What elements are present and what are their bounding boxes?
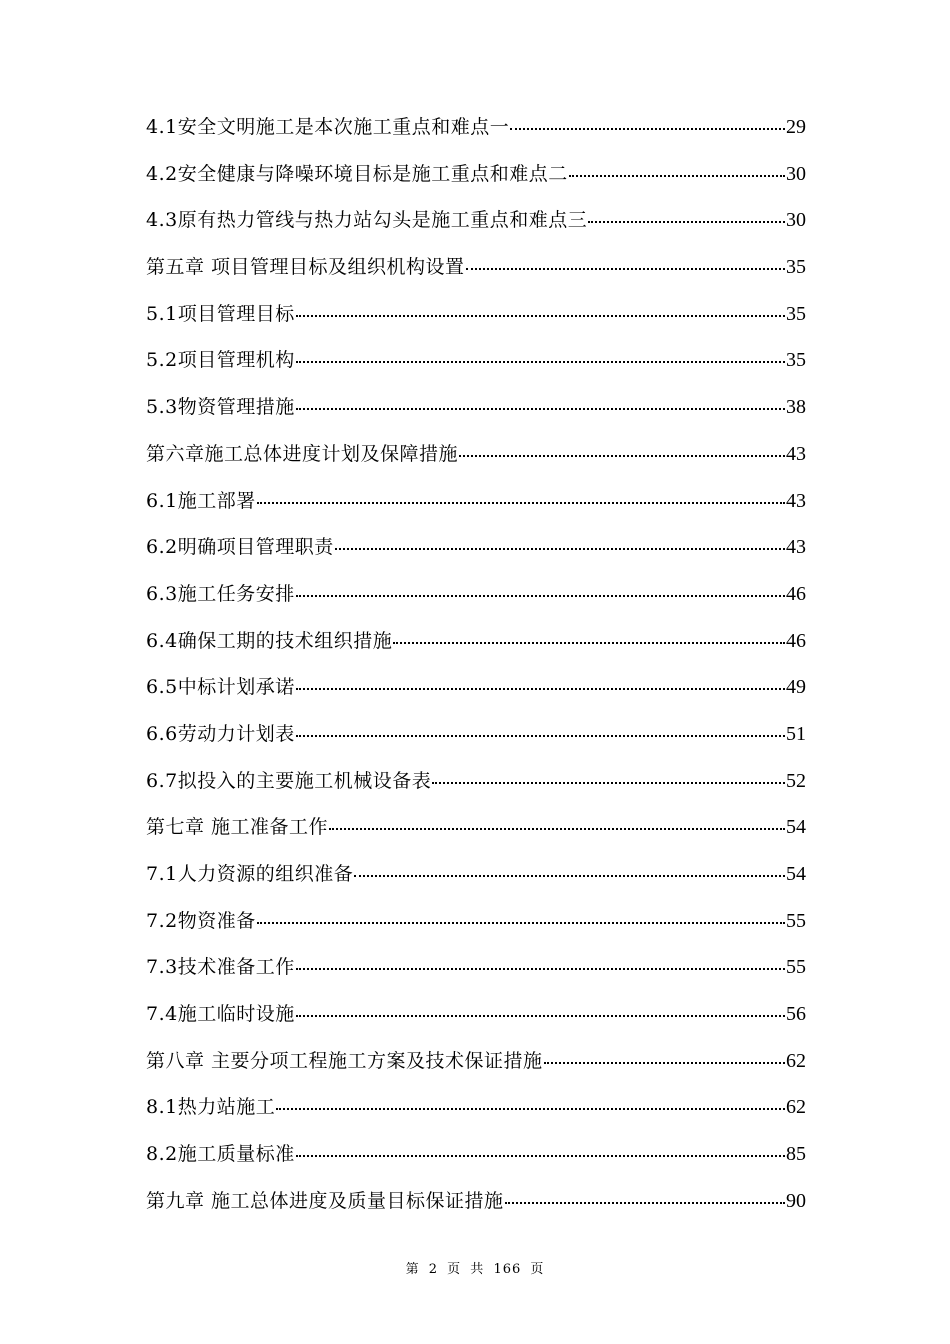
toc-entry-page-number: 43 [786, 442, 806, 465]
toc-entry-title: 6.4确保工期的技术组织措施 [146, 629, 393, 652]
toc-entry-page-number: 30 [786, 209, 806, 232]
toc-entry-title: 第七章 施工准备工作 [146, 816, 329, 839]
toc-entry-page-number: 55 [786, 956, 806, 979]
toc-entry-title: 8.1热力站施工 [146, 1096, 276, 1119]
toc-entry[interactable] [146, 104, 806, 151]
toc-entry-title: 6.3施工任务安排 [146, 582, 295, 605]
toc-dot-leader [296, 361, 785, 363]
toc-dot-leader [257, 502, 785, 504]
footer-current-page: 2 [428, 1262, 438, 1277]
toc-entry-page-number: 29 [786, 116, 806, 138]
toc-dot-leader [588, 221, 785, 223]
toc-entry[interactable] [146, 711, 806, 758]
toc-dot-leader [335, 548, 785, 550]
toc-dot-leader [459, 455, 785, 457]
toc-dot-leader [296, 968, 785, 970]
toc-entry-title: 6.2明确项目管理职责 [146, 536, 334, 559]
toc-entry-page-number: 62 [786, 1096, 806, 1119]
toc-entry[interactable] [146, 944, 806, 991]
toc-entry-page-number: 46 [786, 582, 806, 605]
toc-entry-title: 4.1安全文明施工是本次施工重点和难点一 [146, 116, 510, 138]
toc-entry-page-number: 52 [786, 769, 806, 792]
toc-dot-leader [569, 175, 785, 177]
toc-entry[interactable] [146, 384, 806, 431]
toc-entry[interactable] [146, 804, 806, 851]
toc-entry[interactable] [146, 1038, 806, 1085]
toc-dot-leader [296, 408, 785, 410]
toc-dot-leader [296, 688, 785, 690]
toc-dot-leader [466, 268, 785, 270]
toc-entry[interactable] [146, 898, 806, 945]
toc-entry-title: 6.6劳动力计划表 [146, 722, 295, 745]
toc-entry-title: 7.2物资准备 [146, 909, 256, 932]
toc-dot-leader [393, 642, 785, 644]
toc-dot-leader [329, 828, 785, 830]
toc-entry-title: 7.4施工临时设施 [146, 1003, 295, 1026]
toc-entry-page-number: 30 [786, 162, 806, 185]
toc-entry[interactable] [146, 664, 806, 711]
toc-dot-leader [544, 1062, 785, 1064]
toc-entry[interactable] [146, 851, 806, 898]
toc-entry-page-number: 43 [786, 489, 806, 512]
toc-entry[interactable] [146, 244, 806, 291]
toc-entry-title: 第九章 施工总体进度及质量目标保证措施 [146, 1189, 504, 1212]
toc-entry-page-number: 90 [786, 1189, 806, 1212]
toc-entry-page-number: 51 [786, 722, 806, 745]
toc-entry[interactable] [146, 197, 806, 244]
toc-entry[interactable] [146, 991, 806, 1038]
toc-entry-page-number: 43 [786, 536, 806, 559]
toc-dot-leader [296, 315, 785, 317]
footer-prefix: 第 [405, 1262, 420, 1277]
toc-entry[interactable] [146, 618, 806, 665]
toc-dot-leader [510, 128, 785, 130]
table-of-contents [146, 104, 806, 1225]
toc-entry-page-number: 85 [786, 1143, 806, 1166]
toc-entry-title: 第八章 主要分项工程施工方案及技术保证措施 [146, 1049, 543, 1072]
toc-dot-leader [505, 1202, 785, 1204]
page-footer [0, 1258, 950, 1277]
toc-entry-title: 5.1项目管理目标 [146, 302, 295, 325]
toc-entry[interactable] [146, 758, 806, 805]
toc-dot-leader [432, 782, 785, 784]
toc-dot-leader [257, 922, 785, 924]
toc-entry-title: 5.3物资管理措施 [146, 396, 295, 419]
toc-entry-title: 6.7拟投入的主要施工机械设备表 [146, 769, 432, 792]
toc-entry-title: 第五章 项目管理目标及组织机构设置 [146, 256, 465, 279]
toc-entry-title: 6.1施工部署 [146, 489, 256, 512]
toc-dot-leader [296, 1155, 785, 1157]
toc-entry[interactable] [146, 151, 806, 198]
toc-dot-leader [354, 875, 785, 877]
toc-entry-title: 第六章施工总体进度计划及保障措施 [146, 442, 459, 465]
footer-page-word: 页 [447, 1262, 462, 1277]
toc-entry-page-number: 54 [786, 816, 806, 839]
toc-entry[interactable] [146, 431, 806, 478]
toc-entry-title: 8.2施工质量标准 [146, 1143, 295, 1166]
toc-dot-leader [296, 735, 785, 737]
toc-entry-page-number: 54 [786, 863, 806, 885]
toc-entry-title: 5.2项目管理机构 [146, 349, 295, 372]
toc-entry[interactable] [146, 524, 806, 571]
toc-entry[interactable] [146, 571, 806, 618]
toc-entry[interactable] [146, 337, 806, 384]
footer-total-pages: 166 [493, 1262, 522, 1277]
toc-entry-title: 7.3技术准备工作 [146, 956, 295, 979]
toc-entry-page-number: 35 [786, 302, 806, 325]
toc-entry-page-number: 35 [786, 256, 806, 279]
toc-entry[interactable] [146, 478, 806, 525]
toc-entry[interactable] [146, 1084, 806, 1131]
toc-entry-page-number: 62 [786, 1049, 806, 1072]
footer-suffix: 页 [530, 1262, 545, 1277]
toc-entry-title: 4.2安全健康与降噪环境目标是施工重点和难点二 [146, 162, 568, 185]
toc-entry[interactable] [146, 1131, 806, 1178]
toc-entry-title: 7.1人力资源的组织准备 [146, 863, 354, 885]
toc-entry-page-number: 46 [786, 629, 806, 652]
toc-dot-leader [276, 1108, 785, 1110]
footer-total-word: 共 [470, 1262, 485, 1277]
toc-entry[interactable] [146, 291, 806, 338]
toc-entry-page-number: 56 [786, 1003, 806, 1026]
toc-entry-title: 4.3原有热力管线与热力站勾头是施工重点和难点三 [146, 209, 588, 232]
toc-entry-page-number: 49 [786, 676, 806, 699]
toc-entry-title: 6.5中标计划承诺 [146, 676, 295, 699]
toc-entry-page-number: 38 [786, 396, 806, 419]
toc-entry[interactable] [146, 1178, 806, 1225]
toc-dot-leader [296, 1015, 785, 1017]
toc-entry-page-number: 55 [786, 909, 806, 932]
toc-dot-leader [296, 595, 785, 597]
toc-entry-page-number: 35 [786, 349, 806, 372]
